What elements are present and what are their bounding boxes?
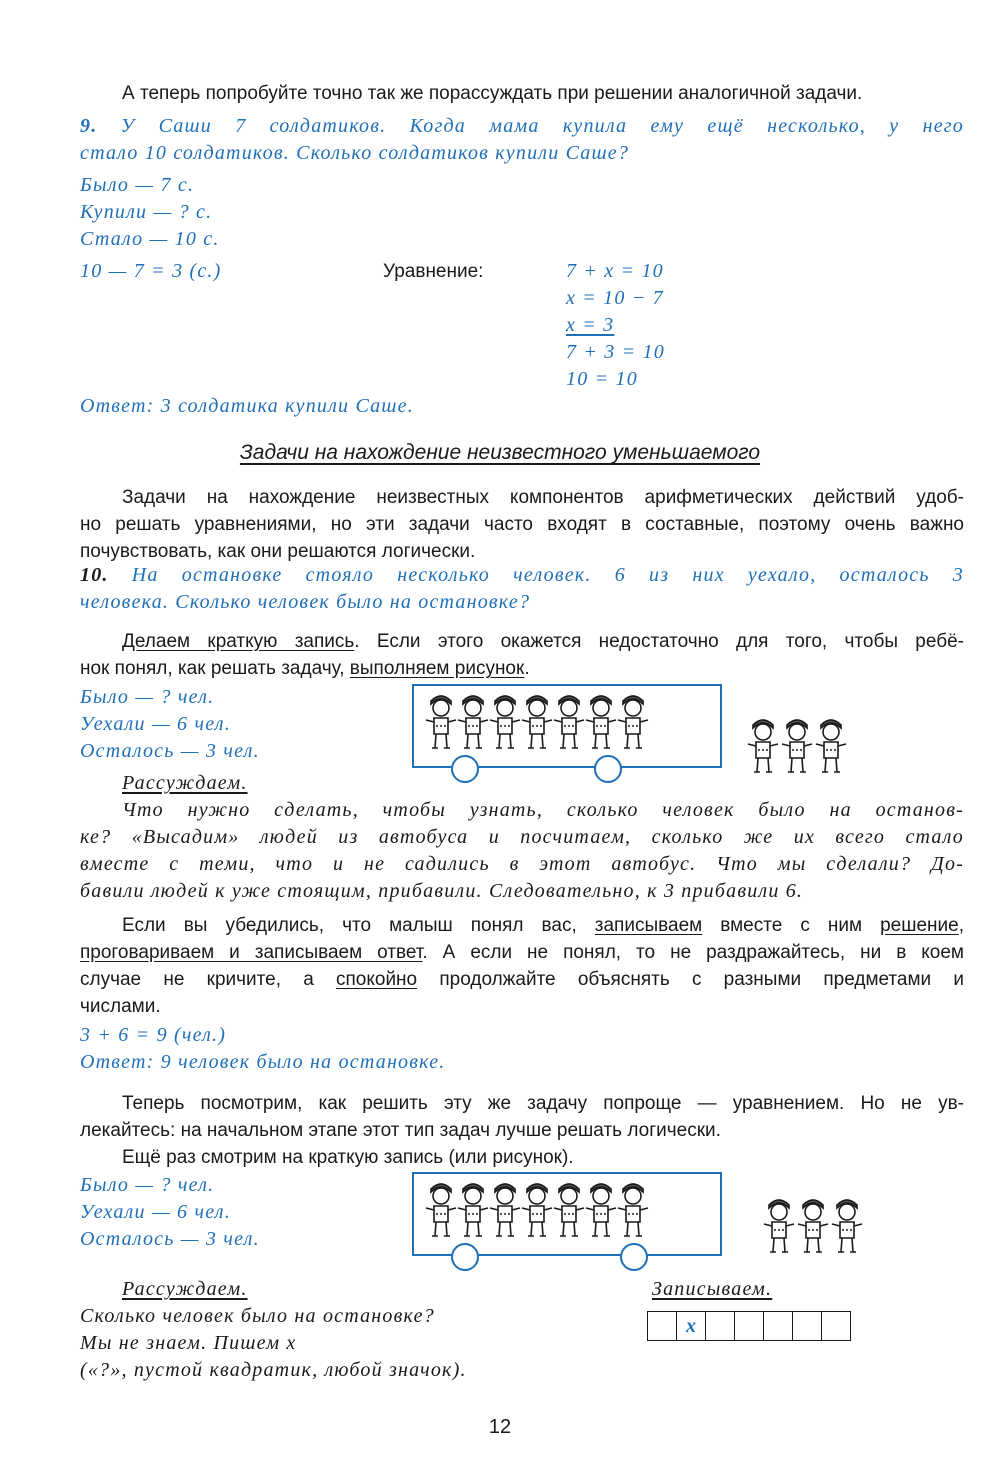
underlined-phrase: записываем xyxy=(594,915,703,936)
bus-wheel xyxy=(620,1243,648,1271)
grid-cell xyxy=(792,1311,822,1341)
task-9-statement xyxy=(80,113,964,167)
task-9-equation xyxy=(566,258,665,393)
grid-cell xyxy=(705,1311,735,1341)
next-line: Ещё раз смотрим на краткую запись (или рисунок). xyxy=(122,1147,574,1168)
advice-paragraph xyxy=(80,912,964,1020)
answer-grid xyxy=(648,1311,851,1341)
task-10-answer: Ответ: 9 человек было на остановке. xyxy=(80,1051,446,1073)
record-line: Осталось — 3 чел. xyxy=(80,740,260,762)
grid-cell xyxy=(647,1311,677,1341)
reasoning-line: ке? «Высадим» людей из автобуса и посчитаем, сколько же их всего стало xyxy=(80,826,964,848)
short-record-paragraph xyxy=(80,628,964,682)
record-line: Было — ? чел. xyxy=(80,686,215,708)
grid-cell xyxy=(734,1311,764,1341)
bus-wheel xyxy=(594,755,622,783)
next-line: Теперь посмотрим, как решить эту же задачу попроще — уравнением. Но не ув- xyxy=(122,1093,964,1114)
record-line: Уехали — 6 чел. xyxy=(80,1201,231,1223)
bus-wheel xyxy=(451,755,479,783)
record-line: Уехали — 6 чел. xyxy=(80,713,231,735)
section-title: Задачи на нахождение неизвестного уменьшаемого xyxy=(239,441,761,464)
reasoning-line: бавили людей к уже стоящим, прибавили. Следовательно, к 3 прибавили 6. xyxy=(80,880,804,902)
section-intro xyxy=(80,484,964,565)
task-9-solution: 10 — 7 = 3 (с.) xyxy=(80,260,222,282)
text-span: Если вы убедились, что малыш понял вас, xyxy=(122,915,595,936)
children-at-stop xyxy=(762,1196,872,1256)
children-at-stop xyxy=(746,716,856,776)
bus-wheel xyxy=(451,1243,479,1271)
task-10-record xyxy=(80,684,260,765)
text-span: продолжайте объяснять с разными предметами и xyxy=(417,969,965,990)
underlined-phrase: решение xyxy=(880,915,959,936)
intro-text: А теперь попробуйте точно так же порассуждать при решении аналогичной задачи. xyxy=(122,83,863,104)
record-line: Осталось — 3 чел. xyxy=(80,1228,260,1250)
equation-line: 10 = 10 xyxy=(566,368,638,390)
text-span: нок понял, как решать задачу, xyxy=(80,658,350,679)
task-9-answer: Ответ: 3 солдатика купили Саше. xyxy=(80,395,414,417)
intro-line: Задачи на нахождение неизвестных компонентов арифметических действий удоб- xyxy=(122,487,964,508)
task-10-solution: 3 + 6 = 9 (чел.) xyxy=(80,1024,227,1046)
intro-line: но решать уравнениями, но эти задачи часто входят в составные, поэтому очень важно xyxy=(80,514,964,535)
text-span: вместе с ним xyxy=(702,915,881,936)
intro-line: почувствовать, как они решаются логически. xyxy=(80,541,476,562)
page-number: 12 xyxy=(488,1416,512,1438)
record-line: Было — ? чел. xyxy=(80,1174,215,1196)
next-paragraph xyxy=(80,1090,964,1171)
record-line: Было — 7 с. xyxy=(80,174,195,196)
grid-cell xyxy=(821,1311,851,1341)
text-span: . Если этого окажется недостаточно для того, чтобы ребё- xyxy=(354,631,964,652)
equation-line: 7 + 3 = 10 xyxy=(566,341,665,363)
reasoning-line: вместе с теми, что и не садились в этот автобус. Что мы сделали? До- xyxy=(80,853,964,875)
reason2-line: («?», пустой квадратик, любой значок). xyxy=(80,1359,467,1381)
reason2-line: Мы не знаем. Пишем х xyxy=(80,1332,297,1354)
equation-line: 7 + x = 10 xyxy=(566,260,664,282)
advice-line: числами. xyxy=(80,996,161,1017)
task-9-line1: У Саши 7 солдатиков. Когда мама купила ему ещё несколько, у него xyxy=(120,115,964,137)
equation-label: Уравнение: xyxy=(383,261,484,282)
task-9-number: 9. xyxy=(80,115,98,137)
task-9-record xyxy=(80,172,220,253)
next-line: лекайтесь: на начальном этапе этот тип задач лучше решать логически. xyxy=(80,1120,721,1141)
reason-title: Рассуждаем. xyxy=(122,772,248,794)
write-title: Записываем. xyxy=(652,1278,773,1300)
task-10-line1: На остановке стояло несколько человек. 6 из них уехало, осталось 3 xyxy=(131,564,965,586)
reason2-title: Рассуждаем. xyxy=(122,1278,248,1300)
record-line: Купили — ? с. xyxy=(80,201,213,223)
underlined-phrase: выполняем рисунок xyxy=(349,658,525,679)
text-span: . А если не понял, то не раздражайтесь, ни в коем xyxy=(422,942,964,963)
text-span: . xyxy=(524,658,530,679)
record-line: Стало — 10 с. xyxy=(80,228,220,250)
reason2-line: Сколько человек было на остановке? xyxy=(80,1305,435,1327)
task-9-line2: стало 10 солдатиков. Сколько солдатиков купили Саше? xyxy=(80,142,630,164)
underlined-phrase: спокойно xyxy=(336,969,418,990)
underlined-phrase: проговариваем и записываем ответ xyxy=(80,942,423,963)
task-10-statement xyxy=(80,562,964,616)
task-10-record-repeat xyxy=(80,1172,260,1253)
grid-cell-x: x xyxy=(676,1311,706,1341)
task-10-line2: человека. Сколько человек было на остановке? xyxy=(80,591,531,613)
equation-line: x = 3 xyxy=(566,314,615,336)
task-10-number: 10. xyxy=(80,564,109,586)
reasoning-line: Что нужно сделать, чтобы узнать, сколько человек было на останов- xyxy=(122,799,964,821)
text-span: случае не кричите, а xyxy=(80,969,336,990)
equation-line: x = 10 − 7 xyxy=(566,287,664,309)
text-span: , xyxy=(958,915,964,936)
reasoning-text xyxy=(80,797,964,905)
reason2-text xyxy=(80,1303,467,1384)
grid-cell xyxy=(763,1311,793,1341)
underlined-phrase: Делаем краткую запись xyxy=(122,631,355,652)
